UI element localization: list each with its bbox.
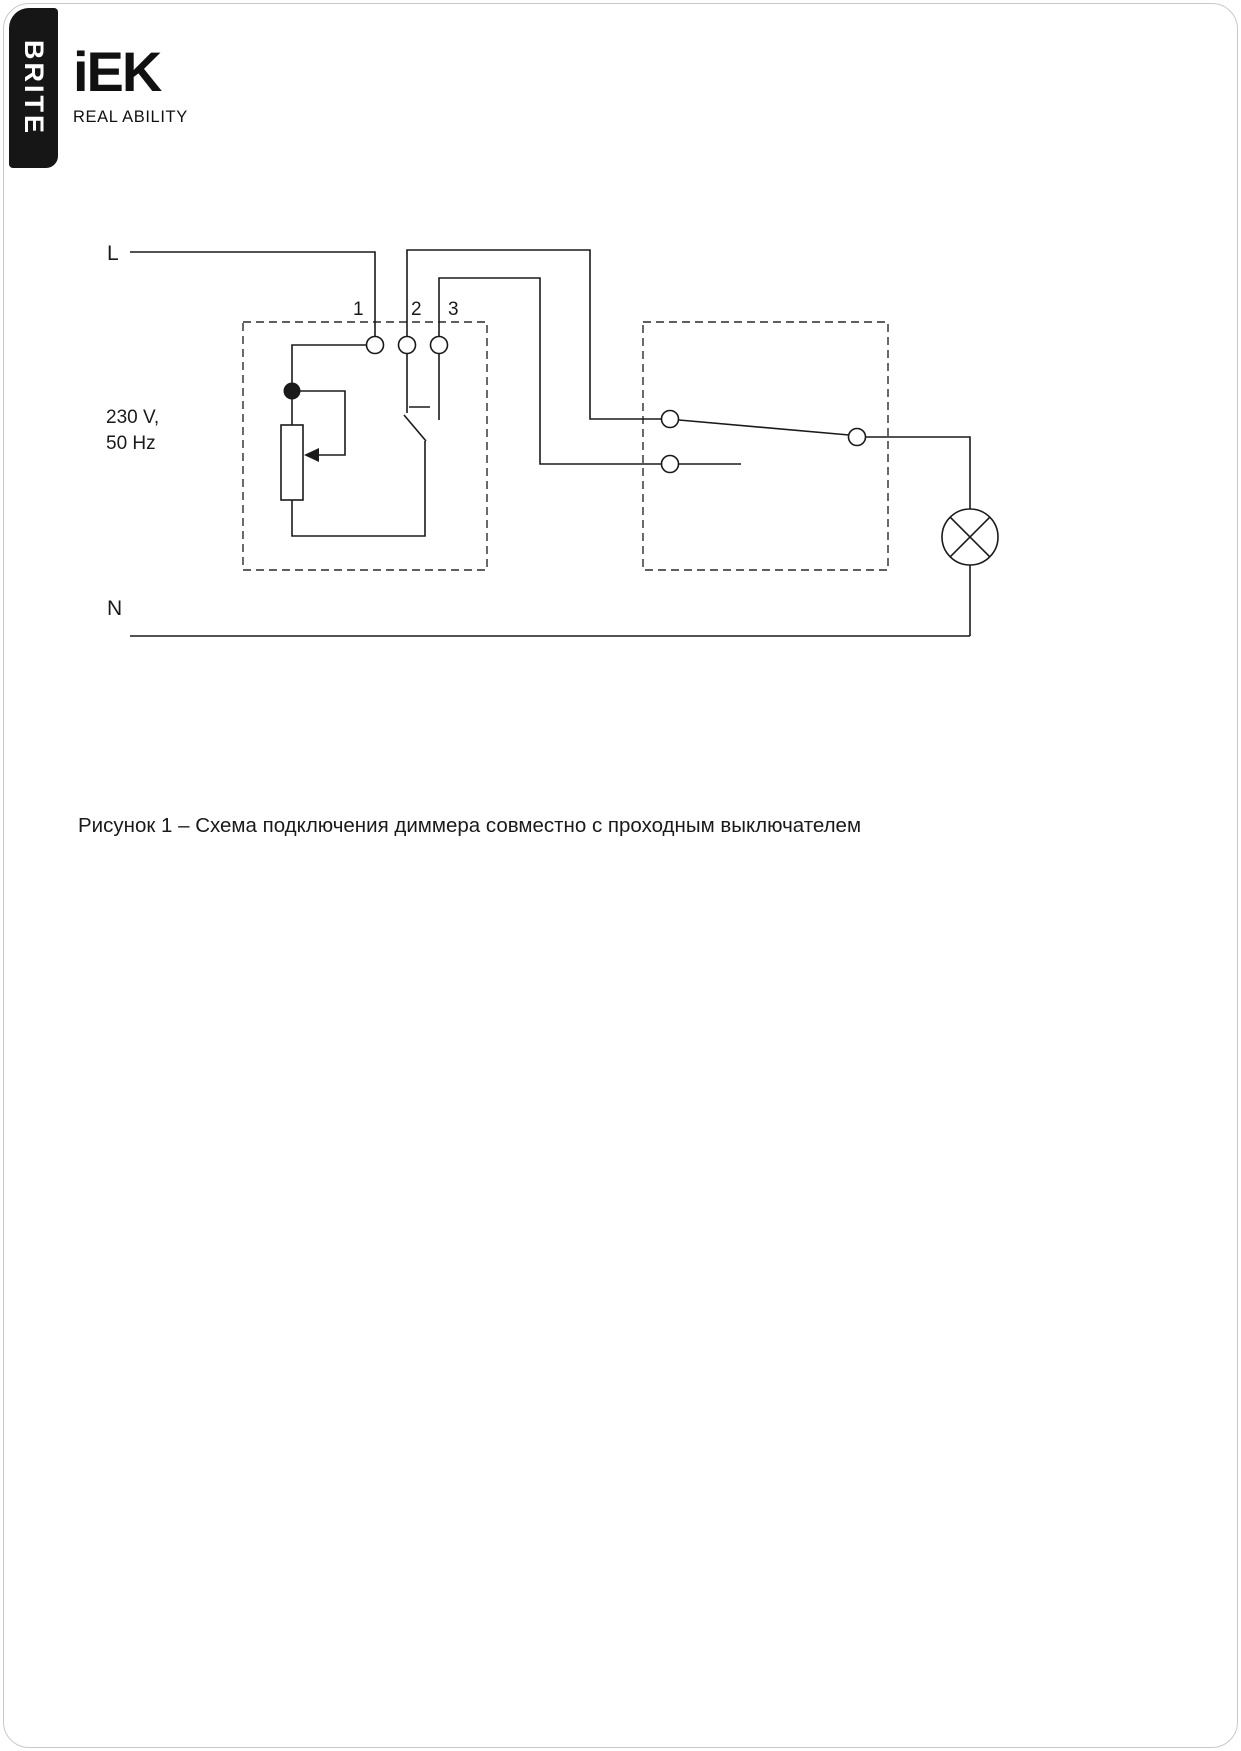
- label-voltage-2: 50 Hz: [106, 433, 156, 454]
- pass-through-switch-box: [643, 322, 888, 570]
- label-n: N: [107, 597, 123, 620]
- wiper-arrowhead: [304, 448, 319, 462]
- figure-caption: Рисунок 1 – Схема подключения диммера совместно с проходным выключателем: [78, 814, 862, 837]
- iek-logo: iEK: [73, 40, 161, 103]
- label-terminal-3: 3: [448, 299, 459, 320]
- potentiometer-body: [281, 425, 303, 500]
- push-switch-blade: [404, 415, 426, 441]
- wiper-wire: [300, 391, 345, 455]
- terminal3-to-switch-wire: [439, 278, 662, 464]
- terminal-1-circle: [367, 337, 384, 354]
- label-terminal-1: 1: [353, 299, 364, 320]
- switch-upper-contact: [662, 411, 679, 428]
- terminal1-internal-wire: [292, 345, 367, 383]
- label-l: L: [107, 242, 119, 265]
- label-terminal-2: 2: [411, 299, 422, 320]
- label-voltage-1: 230 V,: [106, 407, 160, 428]
- switch-lower-contact: [662, 456, 679, 473]
- terminal-3-circle: [431, 337, 448, 354]
- junction-dot: [284, 383, 301, 400]
- terminal2-to-switch-wire: [407, 250, 662, 419]
- line-l-wire: [130, 252, 375, 337]
- brite-series-label: BRITE: [19, 40, 49, 136]
- switch-blade: [679, 420, 849, 435]
- iek-tagline: REAL ABILITY: [73, 108, 188, 126]
- dimmer-enclosure-box: [243, 322, 487, 570]
- switch-to-lamp-wire: [865, 437, 970, 509]
- terminal-2-circle: [399, 337, 416, 354]
- switch-common-contact: [849, 429, 866, 446]
